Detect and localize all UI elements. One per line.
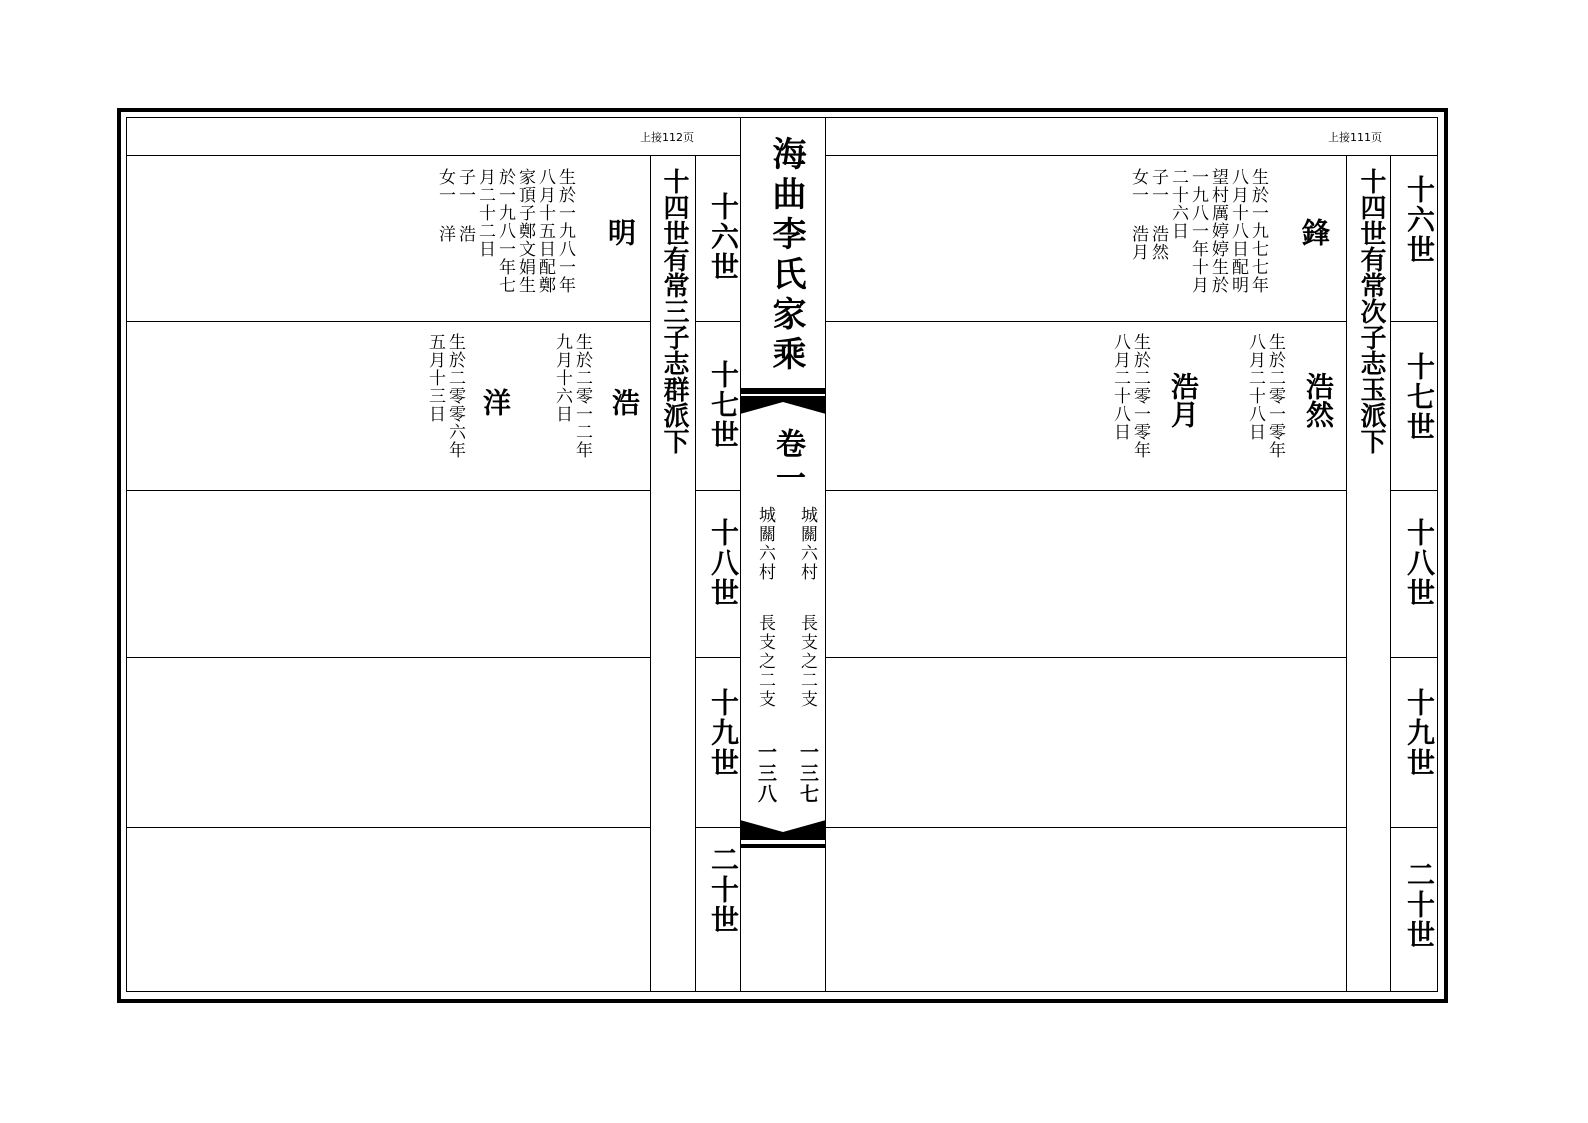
person-detail-haoran: [1245, 333, 1285, 459]
ming-line-1: 生於一九八一年: [555, 168, 575, 294]
yang-line-1: 生於二零零六年: [445, 333, 465, 459]
lower-fishtail-ornament: [740, 818, 826, 854]
right-gen-16: 十六世: [1403, 175, 1436, 265]
right-row-rule-3: [826, 657, 1346, 658]
feng-line-7: 女一 浩月: [1128, 168, 1148, 261]
hao-line-2: 九月十六日: [552, 333, 572, 423]
left-header-rule: [127, 155, 740, 156]
right-gen-rule-3: [1390, 657, 1438, 658]
left-row-rule-3: [127, 657, 650, 658]
volume-label: 卷一: [770, 428, 805, 496]
left-gen-16: 十六世: [707, 192, 740, 282]
ming-line-3: 家頂子鄭文娟生: [515, 168, 535, 294]
upper-fishtail-ornament: [740, 388, 826, 424]
ming-line-6: 子一 浩: [455, 168, 475, 243]
hao-line-1: 生於二零一二年: [572, 333, 592, 459]
left-gen-18: 十八世: [707, 518, 740, 608]
feng-line-2: 八月十八日配明: [1228, 168, 1248, 294]
person-detail-feng: [1128, 168, 1268, 308]
person-detail-ming: [435, 168, 575, 308]
person-detail-haoyue: [1110, 333, 1150, 459]
left-gen-17: 十七世: [707, 360, 740, 450]
right-gen-col-rule: [1390, 155, 1391, 992]
right-gen-rule-2: [1390, 490, 1438, 491]
haoyue-line-1: 生於二零一零年: [1130, 333, 1150, 459]
feng-line-5: 二十六日: [1168, 168, 1188, 240]
right-branch-col-rule-a: [1346, 155, 1347, 992]
haoyue-line-2: 八月二十八日: [1110, 333, 1130, 441]
left-branch-title: 十四世有常三子志群派下: [659, 168, 689, 454]
ming-line-4: 於一九八一年七: [495, 168, 515, 294]
left-gen-20: 二十世: [707, 845, 740, 935]
left-gen-rule-4: [695, 827, 740, 828]
person-name-ming: 明: [604, 218, 637, 246]
ming-line-2: 八月十五日配鄭: [535, 168, 555, 294]
right-continue-label: 上接111页: [1328, 131, 1382, 144]
left-row-rule-2: [127, 490, 650, 491]
feng-line-3: 望村厲婷婷生於: [1208, 168, 1228, 294]
feng-line-4: 一九八一年十月: [1188, 168, 1208, 294]
yang-line-2: 五月十三日: [425, 333, 445, 423]
right-row-rule-2: [826, 490, 1346, 491]
book-title: 海曲李氏家乘: [766, 136, 806, 376]
left-gen-19: 十九世: [707, 688, 740, 778]
left-branch-col-rule: [650, 155, 651, 992]
person-name-yang: 洋: [479, 388, 512, 416]
feng-line-6: 子一 浩然: [1148, 168, 1168, 261]
feng-line-1: 生於一九七七年: [1248, 168, 1268, 294]
right-gen-20: 二十世: [1403, 860, 1436, 950]
left-page-number: 一三八: [755, 742, 777, 805]
right-row-rule-1: [826, 321, 1346, 322]
left-place: 城關六村: [755, 506, 775, 582]
person-name-haoyue: 浩月: [1167, 372, 1200, 428]
person-name-hao: 浩: [608, 388, 641, 416]
person-detail-hao: [552, 333, 592, 459]
left-row-rule-4: [127, 827, 650, 828]
left-gen-rule-1: [695, 321, 740, 322]
left-row-rule-1: [127, 321, 650, 322]
right-branch-title: 十四世有常次子志玉派下: [1356, 168, 1386, 454]
left-continue-label: 上接112页: [640, 131, 694, 144]
right-gen-rule-4: [1390, 827, 1438, 828]
left-branch-label: 長支之二支: [755, 614, 775, 709]
ming-line-7: 女一 洋: [435, 168, 455, 243]
spine-right-rule: [825, 117, 826, 992]
right-gen-18: 十八世: [1403, 518, 1436, 608]
haoran-line-2: 八月二十八日: [1245, 333, 1265, 441]
haoran-line-1: 生於二零一零年: [1265, 333, 1285, 459]
right-gen-19: 十九世: [1403, 688, 1436, 778]
right-gen-17: 十七世: [1403, 352, 1436, 442]
left-gen-col-rule: [695, 155, 696, 992]
left-gen-rule-3: [695, 657, 740, 658]
right-place: 城關六村: [797, 506, 817, 582]
left-gen-rule-2: [695, 490, 740, 491]
person-name-haoran: 浩然: [1302, 372, 1335, 428]
right-row-rule-4: [826, 827, 1346, 828]
right-gen-rule-1: [1390, 321, 1438, 322]
ming-line-5: 月二十二日: [475, 168, 495, 258]
person-name-feng: 鋒: [1298, 218, 1331, 246]
person-detail-yang: [425, 333, 465, 459]
right-branch-label: 長支之二支: [797, 614, 817, 709]
right-page-number: 一三七: [797, 742, 819, 805]
